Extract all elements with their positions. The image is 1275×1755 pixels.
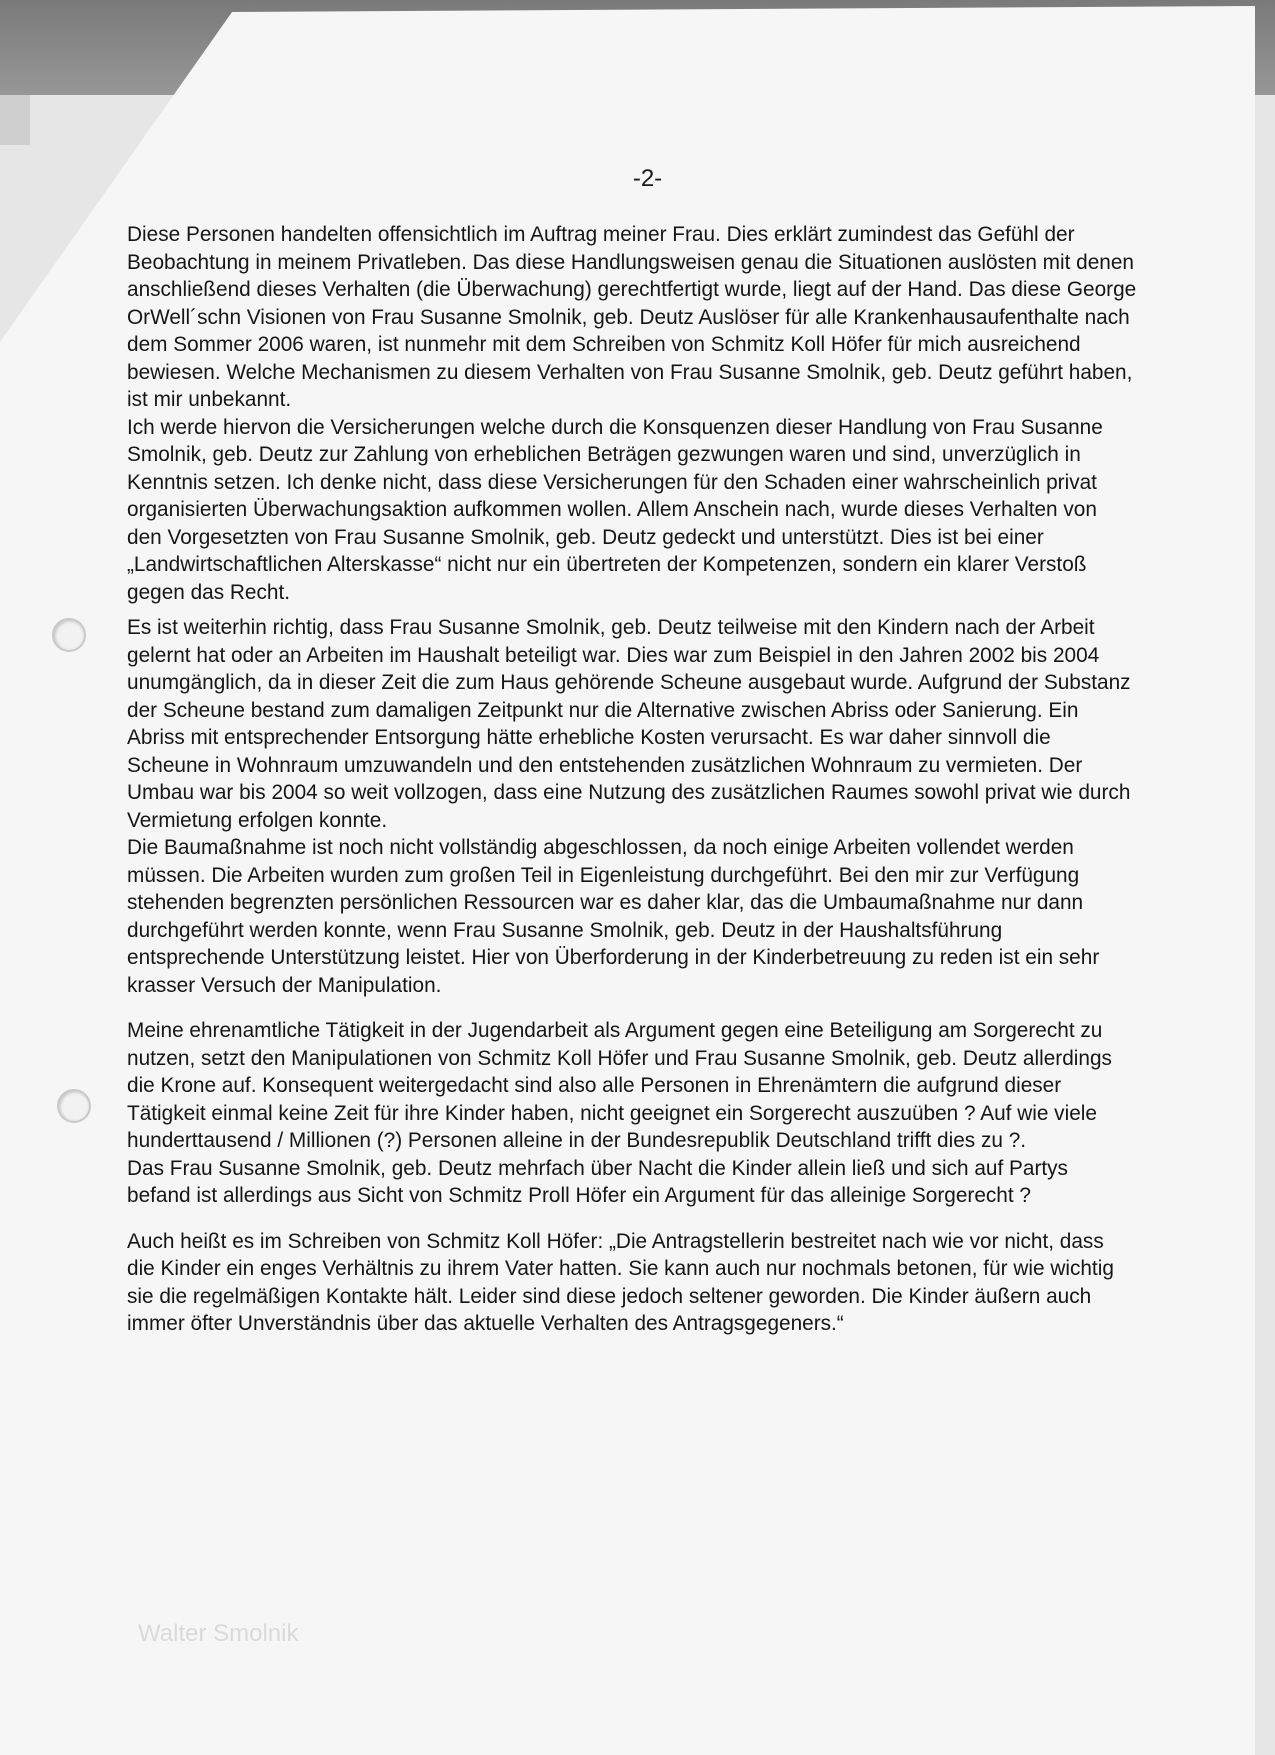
paragraph: Das Frau Susanne Smolnik, geb. Deutz mehrfach über Nacht die Kinder allein ließ und sich auf Partys befand ist allerdings aus Sicht von Schmitz Proll Höfer ein Argument für das alleinige Sorgerecht ? xyxy=(127,1156,1068,1207)
underlying-page-edge xyxy=(0,95,30,145)
paragraph: Die Baumaßnahme ist noch nicht vollständig abgeschlossen, da noch einige Arbeiten vollendet werden müssen. Die Arbeiten wurden zum großen Teil in Eigenleistung durchgeführt. Bei den mir zur Verfügung stehenden begrenzten persönlichen Ressourcen war es daher klar, das die Umbaumaßnahme nur dann durchgeführt werden konnte, wenn Frau Susanne Smolnik, geb. Deutz in der Haushaltsführung entsprechende Unterstützung leistet. Hier von Überforderung in der Kinderbetreuung zu reden ist ein sehr krasser Versuch der Manipulation. xyxy=(127,836,1100,997)
paragraph: Ich werde hiervon die Versicherungen welche durch die Konsquenzen dieser Handlung von Frau Susanne Smolnik, geb. Deutz zur Zahlung von erheblichen Beträgen gezwungen waren und sind, unverzüglich in Kenntnis setzen. Ich denke nicht, dass diese Versicherungen für den Schaden einer wahrscheinlich privat organisierten Überwachungsaktion aufkommen wollen. Allem Anschein nach, wurde dieses Verhalten von den Vorgesetzten von Frau Susanne Smolnik, geb. Deutz gedeckt und unterstützt. Dies ist bei einer „Landwirtschaftlichen Alterskasse“ nicht nur ein übertreten der Kompetenzen, sondern ein klarer Verstoß gegen das Recht. xyxy=(127,415,1103,604)
paragraph: Diese Personen handelten offensichtlich im Auftrag meiner Frau. Dies erklärt zumindest das Gefühl der Beobachtung in meinem Privatleben. Das diese Handlungsweisen genau die Situationen auslösten mit denen anschließend dieses Verhalten (die Überwachung) gerechtfertigt wurde, liegt auf der Hand. Das diese George OrWell´schn Visionen von Frau Susanne Smolnik, geb. Deutz Auslöser für alle Krankenhausaufenthalte nach dem Sommer 2006 waren, ist nunmehr mit dem Schreiben von Schmitz Koll Höfer für mich ausreichend bewiesen. Welche Mechanismen zu diesem Verhalten von Frau Susanne Smolnik, geb. Deutz geführt haben, ist mir unbekannt. xyxy=(127,223,1137,411)
bleed-through-signature: Walter Smolnik xyxy=(138,1620,299,1647)
paragraph: Auch heißt es im Schreiben von Schmitz Koll Höfer: „Die Antragstellerin bestreitet nach wie vor nicht, dass die Kinder ein enges Verhältnis zu ihrem Vater hatten. Sie kann auch nur nochmals betonen, für wie wichtig sie die regelmäßigen Kontakte hält. Leider sind diese jedoch seltener geworden. Die Kinder äußern auch immer öfter Unverständnis über das aktuelle Verhalten des Antragsgegeners.“ xyxy=(127,1229,1114,1335)
paragraph: Meine ehrenamtliche Tätigkeit in der Jugendarbeit als Argument gegen eine Beteiligung am Sorgerecht zu nutzen, setzt den Manipulationen von Schmitz Koll Höfer und Frau Susanne Smolnik, geb. Deutz allerdings die Krone auf. Konsequent weitergedacht sind also alle Personen in Ehrenämtern die aufgrund dieser Tätigkeit einmal keine Zeit für ihre Kinder haben, nicht geeignet ein Sorgerecht auszuüben ? Auf wie viele hunderttausend / Millionen (?) Personen alleine in der Bundesrepublik Deutschland trifft dies zu ?. xyxy=(127,1019,1112,1152)
letter-body xyxy=(127,221,1137,1338)
page-number: -2- xyxy=(632,165,663,192)
punch-hole-bottom xyxy=(57,1089,91,1123)
punch-hole-top xyxy=(52,618,86,652)
paragraph: Es ist weiterhin richtig, dass Frau Susanne Smolnik, geb. Deutz teilweise mit den Kindern nach der Arbeit gelernt hat oder an Arbeiten im Haushalt beteiligt war. Dies war zum Beispiel in den Jahren 2002 bis 2004 unumgänglich, da in dieser Zeit die zum Haus gehörende Scheune ausgebaut wurde. Aufgrund der Substanz der Scheune bestand zum damaligen Zeitpunkt nur die Alternative zwischen Abriss oder Sanierung. Ein Abriss mit entsprechender Entsorgung hätte erhebliche Kosten verursacht. Es war daher sinnvoll die Scheune in Wohnraum umzuwandeln und den entstehenden zusätzlichen Wohnraum zu vermieten. Der Umbau war bis 2004 so weit vollzogen, dass eine Nutzung des zusätzlichen Raumes sowohl privat wie durch Vermietung erfolgen konnte. xyxy=(127,616,1131,832)
